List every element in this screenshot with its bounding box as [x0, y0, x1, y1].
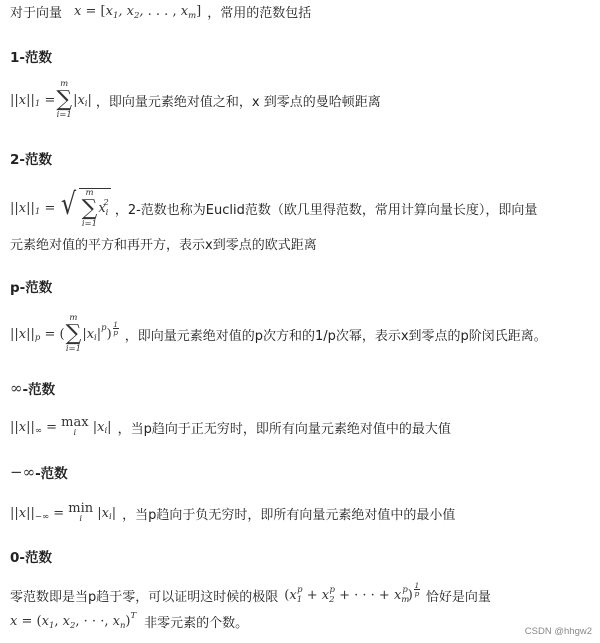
heading-l0: 0-范数 [10, 550, 52, 566]
lneginf-description: ，当p趋向于负无穷时，即所有向量元素绝对值中的最小值 [122, 507, 456, 523]
heading-lneginf [10, 462, 68, 482]
vector-formula: x = [ x 1 , x 2 , . . . , x m ] [74, 4, 202, 21]
heading-linf [10, 378, 55, 398]
l0-description-suffix: 恰好是向量 [425, 590, 491, 605]
l0-line-1 [10, 581, 491, 605]
l1-line [10, 80, 381, 120]
lp-formula: || x || p = ( m ∑ i=1 | x i | p ) $\frac{1}{p}$ [10, 313, 119, 354]
sum-symbol: m ∑ i=1 [56, 79, 73, 120]
l1-formula: || x || 1 = m ∑ i=1 | x i | [10, 79, 92, 120]
l0-vector-formula: x = ( x 1 , x 2 , · · ·, x n ) T [10, 610, 137, 631]
l2-formula: || x || 1 = √ m ∑ i=1 x i 2 [10, 186, 109, 229]
intro-prefix: 对于向量 [10, 6, 63, 21]
lp-line [10, 312, 547, 356]
l0-description-2: 非零元素的个数。 [144, 616, 249, 631]
neg-infinity-symbol: −∞ [10, 463, 36, 481]
linf-line [10, 410, 451, 444]
linf-description: ，当p趋向于正无穷时，即所有向量元素绝对值中的最大值 [117, 421, 451, 437]
l0-line-2 [10, 612, 248, 631]
heading-lp: p-范数 [10, 280, 53, 296]
heading-linf-text: -范数 [22, 382, 56, 398]
linf-formula: || x || ∞ = max i | x i | [10, 415, 112, 439]
l0-description-prefix: 零范数即是当p趋于零，可以证明这时候的极限 [10, 590, 279, 605]
heading-l2: 2-范数 [10, 152, 52, 168]
l1-description: ，即向量元素绝对值之和，x 到零点的曼哈顿距离 [95, 94, 381, 110]
lp-description: ，即向量元素绝对值的p次方和的1/p次幂，表示x到零点的p阶闵氏距离。 [124, 328, 547, 344]
infinity-symbol: ∞ [10, 379, 23, 397]
heading-l1: 1-范数 [10, 50, 52, 66]
l0-limit-formula: ( x 1 p + x 2 p + · · · + x m p ) $\frac{1}{p}$ [284, 581, 420, 605]
l2-line [10, 186, 537, 230]
l2-description-1: ，2-范数也称为Euclid范数（欧几里得范数，常用计算向量长度），即向量 [114, 202, 538, 218]
intro-suffix: ，常用的范数包括 [207, 6, 312, 21]
l2-description-2: 元素绝对值的平方和再开方，表示x到零点的欧式距离 [10, 238, 317, 253]
lneginf-formula: || x || −∞ = min i | x i | [10, 501, 117, 525]
lneginf-line [10, 496, 455, 530]
heading-lneginf-text: -范数 [35, 466, 68, 482]
watermark: CSDN @hhgw2 [524, 626, 592, 637]
intro-line [10, 2, 311, 21]
